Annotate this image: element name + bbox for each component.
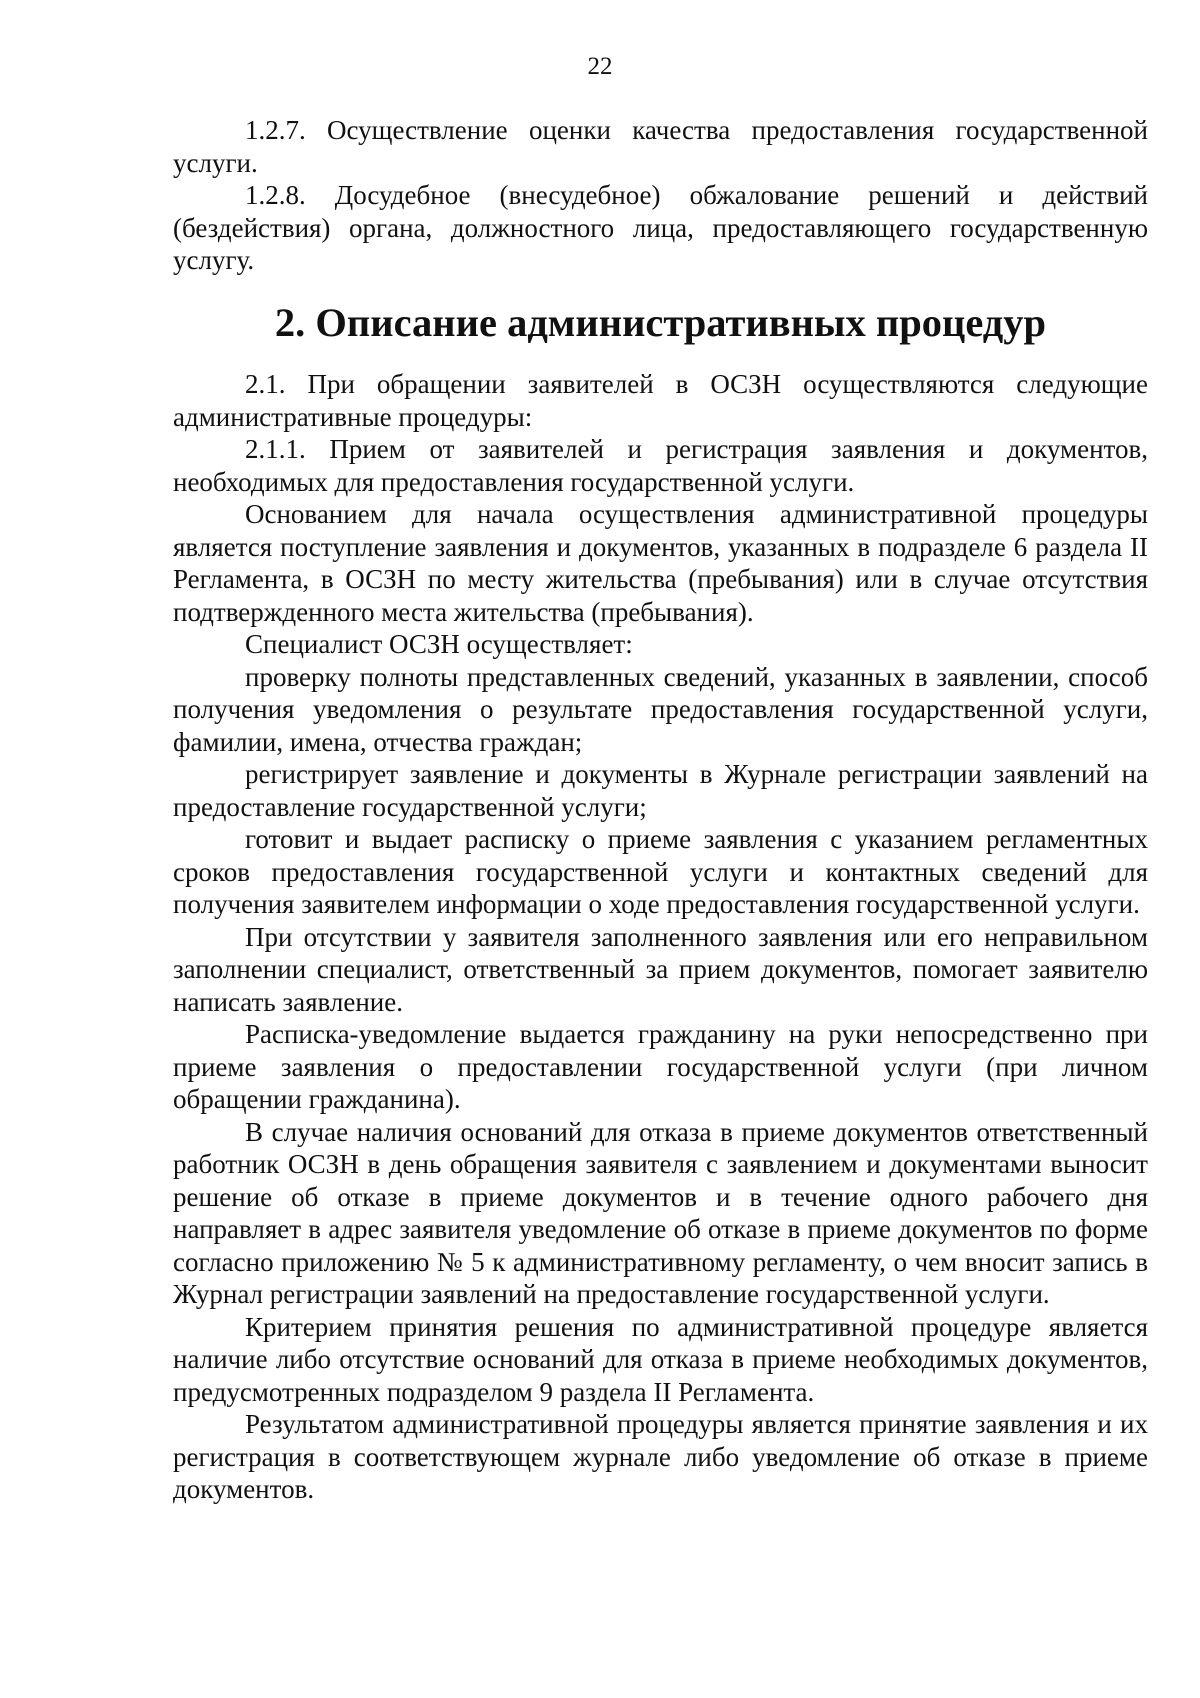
page-number: 22 — [587, 53, 613, 80]
paragraph: Основанием для начала осуществления административной процедуры является поступление заявления и документов, указанных в подразделе 6 раздела II Регламента, в ОСЗН по месту жительства (пребывания) или в случае отсутствия подтвержденного места жительства (пребывания). — [173, 499, 1148, 627]
paragraph: Расписка-уведомление выдается гражданину на руки непосредственно при приеме заявления о предоставлении государственной услуги (при личном обращении гражданина). — [173, 1019, 1148, 1114]
paragraph: 2.1.1. Прием от заявителей и регистрация заявления и документов, необходимых для предоставления государственной услуги. — [173, 434, 1148, 497]
paragraph: В случае наличия оснований для отказа в приеме документов ответственный работник ОСЗН в день обращения заявителя с заявлением и документами выносит решение об отказе в приеме документов и в течение одного рабочего дня направляет в адрес заявителя уведомление об отказе в приеме документов по форме согласно приложению № 5 к административному регламенту, о чем вносит запись в Журнал регистрации заявлений на предоставление государственной услуги. — [173, 1116, 1148, 1309]
paragraph: 1.2.7. Осуществление оценки качества предоставления государственной услуги. — [173, 115, 1148, 178]
section-title: 2. Описание административных процедур — [274, 299, 1047, 345]
paragraph: Результатом административной процедуры является принятие заявления и их регистрация в соответствующем журнале либо уведомление об отказе в приеме документов. — [173, 1409, 1148, 1504]
paragraph: Критерием принятия решения по административной процедуре является наличие либо отсутствие оснований для отказа в приеме необходимых документов, предусмотренных подразделом 9 раздела II Регламента. — [173, 1311, 1148, 1407]
paragraph: Специалист ОСЗН осуществляет: — [245, 629, 633, 659]
paragraph: готовит и выдает расписку о приеме заявления с указанием регламентных сроков предоставления государственной услуги и контактных сведений для получения заявителем информации о ходе предоставления государственной услуги. — [173, 824, 1148, 919]
document-body — [173, 114, 1148, 1506]
paragraph: 2.1. При обращении заявителей в ОСЗН осуществляются следующие административные процедуры: — [173, 369, 1148, 432]
paragraph: регистрирует заявление и документы в Журнале регистрации заявлений на предоставление государственной услуги; — [173, 759, 1148, 822]
paragraph: При отсутствии у заявителя заполненного заявления или его неправильном заполнении специалист, ответственный за прием документов, помогает заявителю написать заявление. — [173, 921, 1148, 1017]
paragraph: 1.2.8. Досудебное (внесудебное) обжалование решений и действий (бездействия) органа, должностного лица, предоставляющего государственную услугу. — [173, 180, 1148, 275]
paragraph: проверку полноты представленных сведений, указанных в заявлении, способ получения уведомления о результате предоставления государственной услуги, фамилии, имена, отчества граждан; — [173, 661, 1148, 757]
